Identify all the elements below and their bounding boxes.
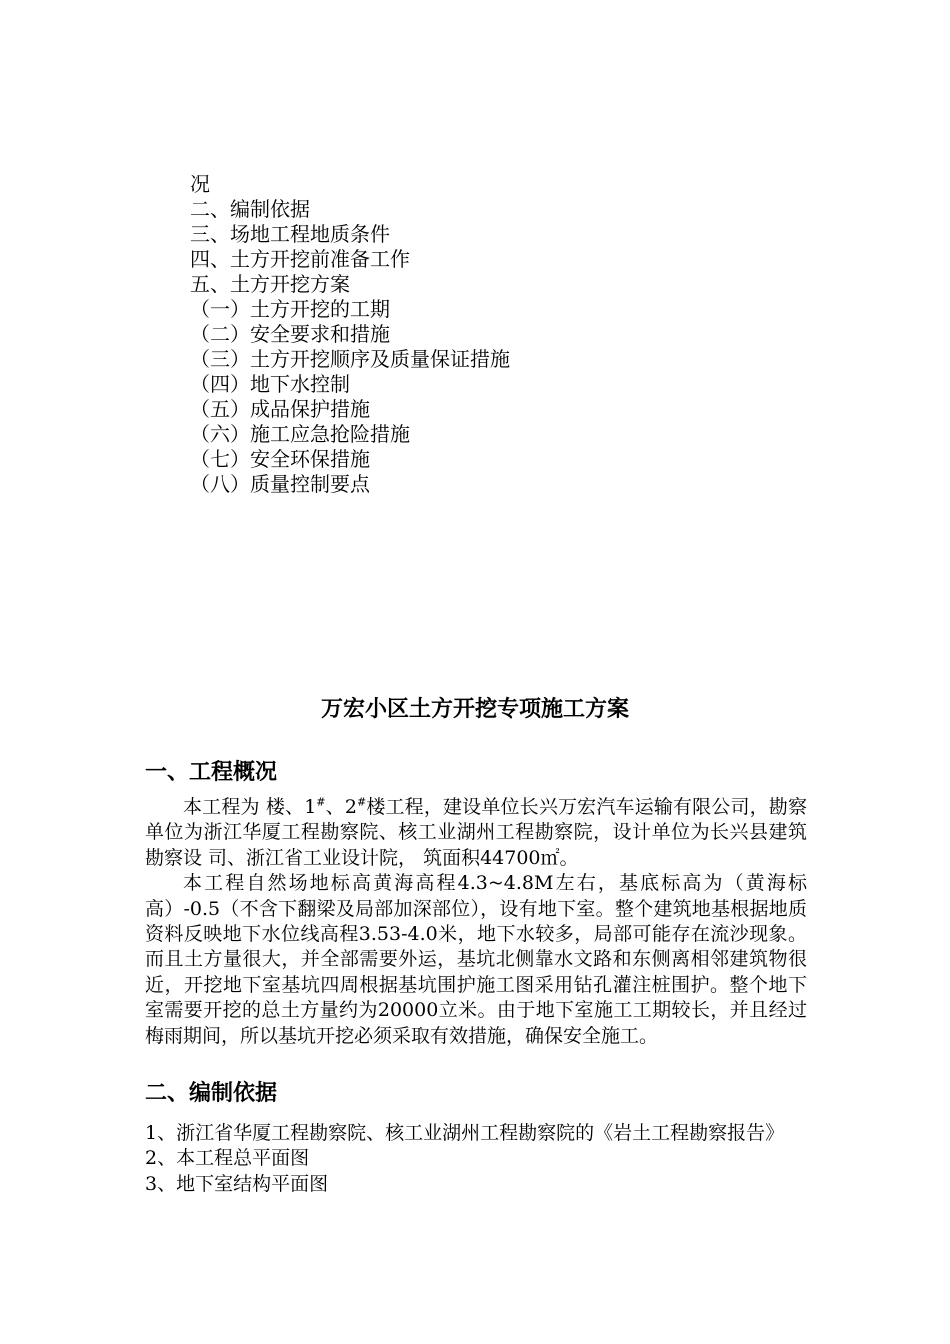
paragraph <box>145 795 807 871</box>
toc-item: 四、土方开挖前准备工作 <box>190 247 410 271</box>
toc-item: （一）土方开挖的工期 <box>190 297 390 321</box>
toc-item: （八）质量控制要点 <box>190 472 370 496</box>
superscript: # <box>356 795 367 809</box>
paragraph: 本工程自然场地标高黄海高程4.3~4.8M左右，基底标高为（黄海标高）-0.5（不含下翻梁及局部加深部位），设有地下室。整个建筑地基根据地质资料反映地下水位线高程3.53-4.0米，地下水较多，局部可能存在流沙现象。而且土方量很大，并全部需要外运，基坑北侧靠水文路和东侧离相邻建筑物很近，开挖地下室基坑四周根据基坑围护施工图采用钻孔灌注桩围护。整个地下室需要开挖的总土方量约为20000立米。由于地下室施工工期较长，并且经过梅雨期间，所以基坑开挖必须采取有效措施，确保安全施工。 <box>145 872 807 1047</box>
toc-item: 三、场地工程地质条件 <box>190 222 390 246</box>
section-heading-basis: 二、编制依据 <box>145 1081 278 1106</box>
toc-item: 况 <box>190 172 210 196</box>
section-body-overview <box>145 795 807 1049</box>
list-item: 1、浙江省华厦工程勘察院、核工业湖州工程勘察院的《岩土工程勘察报告》 <box>145 1122 785 1144</box>
table-of-contents <box>190 172 790 497</box>
text-run: 楼工程，建设单位长兴万宏汽车运输有限公司，勘察单位为浙江华厦工程勘察院、核工业湖州工程勘察院，设计单位为长兴县建筑勘察设 司、浙江省工业设计院， 筑面积44700㎡。 <box>145 796 807 869</box>
superscript: # <box>316 795 326 809</box>
toc-item: 二、编制依据 <box>190 197 310 221</box>
text-run: 本工程为 楼、1 <box>183 796 317 818</box>
toc-item: 五、土方开挖方案 <box>190 272 350 296</box>
toc-item: （四）地下水控制 <box>190 372 350 396</box>
toc-item: （三）土方开挖顺序及质量保证措施 <box>190 347 510 371</box>
document-title: 万宏小区土方开挖专项施工方案 <box>320 697 629 722</box>
text-run: 、2 <box>325 796 357 818</box>
toc-item: （五）成品保护措施 <box>190 397 370 421</box>
section-body-basis <box>145 1121 807 1197</box>
list-item: 3、地下室结构平面图 <box>145 1172 329 1195</box>
toc-item: （七）安全环保措施 <box>190 447 370 471</box>
list-item: 2、本工程总平面图 <box>145 1147 310 1170</box>
section-heading-overview: 一、工程概况 <box>145 760 278 785</box>
toc-item: （二）安全要求和措施 <box>190 322 390 346</box>
toc-item: （六）施工应急抢险措施 <box>190 422 410 446</box>
